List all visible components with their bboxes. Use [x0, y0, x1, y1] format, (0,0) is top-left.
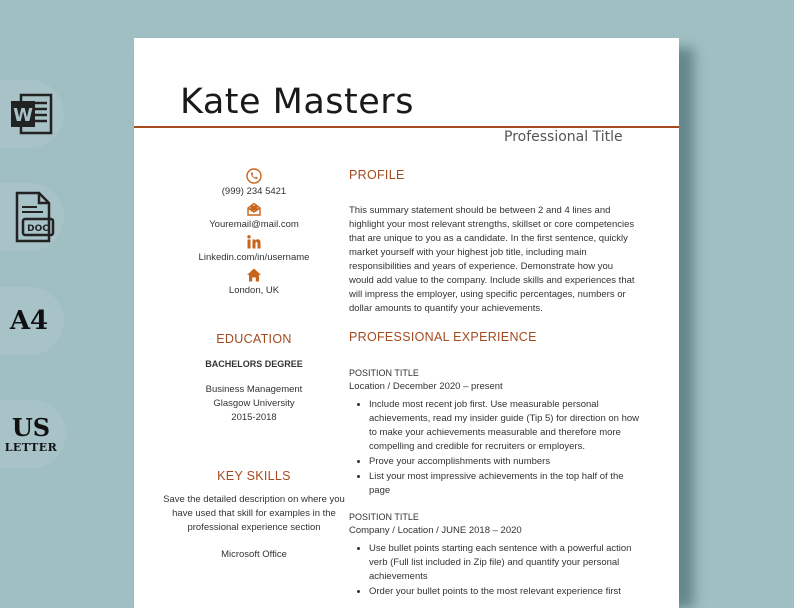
job-bullets	[349, 398, 639, 498]
us-label: US	[11, 412, 51, 442]
word-file-icon	[7, 89, 57, 139]
contact-linkedin	[164, 234, 344, 263]
education-heading: EDUCATION	[216, 332, 292, 346]
job-bullet: • Prove your accomplishments with numbers	[369, 455, 639, 469]
profile-heading: PROFILE	[349, 168, 405, 182]
skill-item: Microsoft Office	[221, 549, 287, 560]
location-text: London, UK	[228, 285, 280, 296]
job-entry	[349, 510, 639, 599]
linkedin-text: Linkedin.com/in/username	[198, 252, 310, 263]
professional-title: Professional Title	[504, 129, 623, 145]
job-bullet: • Order your bullet points to the most relevant experience first	[369, 585, 639, 599]
linkedin-icon	[246, 234, 262, 250]
letter-label: LETTER	[4, 440, 58, 454]
candidate-name: Kate Masters	[180, 82, 414, 122]
degree-field: Business Management	[205, 384, 303, 395]
us-letter-format-badge	[0, 400, 66, 468]
job-title: POSITION TITLE	[349, 368, 419, 378]
job-meta: Company / Location / JUNE 2018 – 2020	[349, 525, 522, 536]
profile-summary: This summary statement should be between 2 and 4 lines and highlight your most relevant strengths, skillset or core competencies that are unique to you as a candidate. In the first sentence, quickly market yourself with your highest job title, including main responsibilities and years of experience. Demonstrate how you would add value to the company. Include skills and experiences that will impress the employer, using specific percentages, numbers or dollar amounts to quantify your achievements.	[349, 205, 635, 314]
contact-email	[164, 201, 344, 230]
job-bullets	[349, 542, 639, 599]
a4-format-badge	[0, 287, 64, 355]
education-years: 2015-2018	[231, 412, 277, 423]
job-bullet: • Include most recent job first. Use measurable personal achievements, read my insider guide (Tip 5) for direction on how to make your achievements measurable and therefore more compelling and credible for recruiters or employers.	[369, 398, 639, 454]
home-icon	[246, 267, 262, 283]
word-format-badge	[0, 80, 64, 148]
contact-location	[164, 267, 344, 296]
doc-file-icon	[7, 189, 57, 245]
email-icon	[246, 201, 262, 217]
job-bullet: • Use bullet points starting each sentence with a powerful action verb (Full list included in Zip file) and quantify your personal achievements	[369, 542, 639, 584]
skills-description: Save the detailed description on where you have used that skill for examples in the professional experience section	[163, 494, 345, 533]
a4-label: A4	[9, 306, 49, 336]
header-rule	[134, 126, 679, 128]
phone-icon	[246, 168, 262, 184]
job-bullet: • List your most impressive achievements in the top half of the page	[369, 470, 639, 498]
left-column	[164, 168, 344, 560]
job-title: POSITION TITLE	[349, 512, 419, 522]
svg-text:DOC: DOC	[27, 224, 49, 234]
svg-text:W: W	[13, 105, 33, 126]
email-text: Youremail@mail.com	[209, 219, 299, 230]
right-column	[349, 168, 639, 600]
job-meta: Location / December 2020 – present	[349, 381, 503, 392]
degree: BACHELORS DEGREE	[205, 359, 303, 369]
doc-format-badge	[0, 183, 64, 251]
resume-page	[134, 38, 679, 608]
job-entry	[349, 366, 639, 498]
experience-heading: PROFESSIONAL EXPERIENCE	[349, 330, 537, 344]
skills-heading: KEY SKILLS	[217, 469, 291, 483]
phone-text: (999) 234 5421	[221, 186, 287, 197]
contact-phone	[164, 168, 344, 197]
school: Glasgow University	[213, 398, 295, 409]
